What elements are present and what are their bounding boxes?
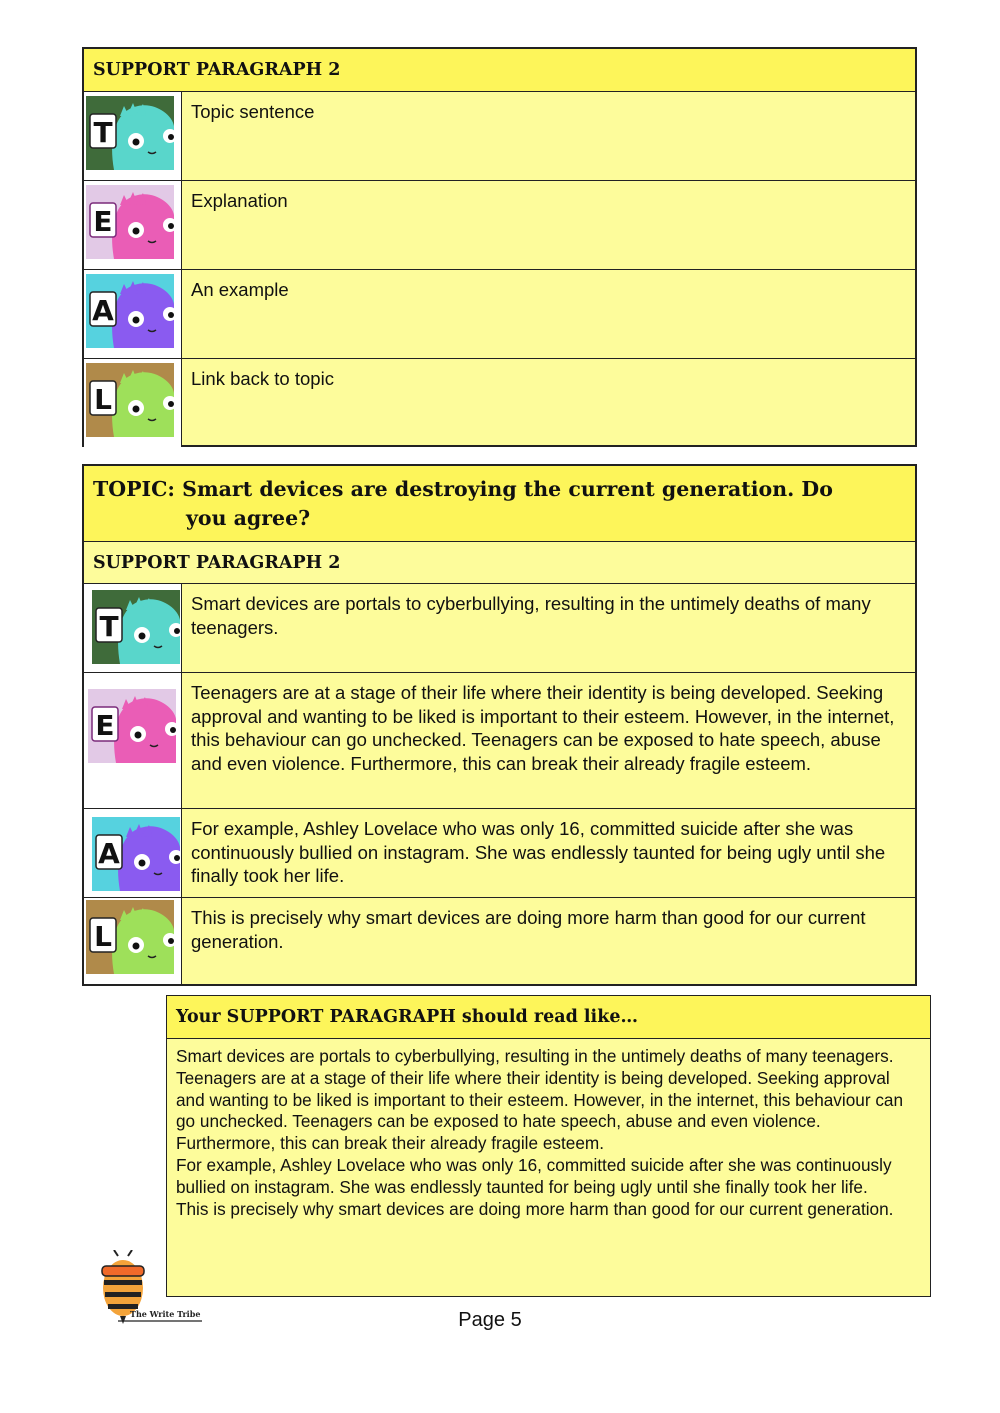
model-line: This is precisely why smart devices are doing more harm than good for our current generation. <box>176 1198 894 1219</box>
row-text: Link back to topic <box>191 368 334 389</box>
row-text: This is precisely why smart devices are doing more harm than good for our current generation. <box>191 907 866 952</box>
icon-cell <box>84 898 182 984</box>
table-header <box>84 542 915 584</box>
model-header <box>167 996 930 1039</box>
svg-text:A: A <box>92 294 114 327</box>
icon-cell <box>84 92 182 180</box>
row-text: Teenagers are at a stage of their life where their identity is being developed. Seeking approval and wanting to be liked is important to their esteem. However, in the internet, this behaviour can go unchecked. Teenagers can be exposed to hate speech, abuse and even violence. Furthermore, this can break their already fragile esteem. <box>191 682 895 774</box>
pink-monster-icon <box>88 689 176 763</box>
row-text: Explanation <box>191 190 288 211</box>
topic-header <box>84 466 915 542</box>
row-text: Smart devices are portals to cyberbullying, resulting in the untimely deaths of many teenagers. <box>191 593 871 638</box>
row-text: An example <box>191 279 289 300</box>
svg-text:L: L <box>94 920 112 953</box>
header-label: SUPPORT PARAGRAPH 2 <box>93 553 341 573</box>
teal-row-topic <box>84 92 915 181</box>
topic-line-2: you agree? <box>186 506 311 530</box>
row-text: Topic sentence <box>191 101 315 122</box>
page-number: Page 5 <box>458 1309 522 1331</box>
icon-cell <box>84 673 182 808</box>
table-header <box>84 49 915 92</box>
green-monster-icon <box>86 363 174 437</box>
icon-cell <box>84 359 182 447</box>
green-monster-icon <box>86 900 174 974</box>
example-row-link <box>84 898 915 984</box>
model-paragraph <box>167 1039 930 1220</box>
icon-cell <box>84 584 182 672</box>
svg-text:E: E <box>95 709 115 742</box>
model-line: Teenagers are at a stage of their life where their identity is being developed. Seeking approval and wanting to be liked is important to their esteem. However, in the internet, this behaviour can go unchecked. Teenagers can be exposed to hate speech, abuse and even violence. Furthermore, this can break their already fragile esteem. <box>176 1067 904 1154</box>
row-text: For example, Ashley Lovelace who was only 16, committed suicide after she was continuously bullied on instagram. She was endlessly taunted for being ugly until she finally took her life. <box>191 818 886 886</box>
teal-row-link <box>84 359 915 447</box>
svg-text:L: L <box>94 383 112 416</box>
example-table <box>82 464 917 986</box>
pink-monster-icon <box>86 185 174 259</box>
example-row-example <box>84 809 915 898</box>
model-paragraph-box <box>166 995 931 1297</box>
example-row-explanation <box>84 673 915 809</box>
icon-cell <box>84 181 182 269</box>
logo-text: The Write Tribe <box>130 1309 201 1319</box>
icon-cell <box>84 809 182 897</box>
teal-row-explanation <box>84 181 915 270</box>
svg-text:E: E <box>93 205 113 238</box>
svg-text:T: T <box>99 610 119 643</box>
teal-template-table <box>82 47 917 447</box>
purple-monster-icon <box>86 274 174 348</box>
purple-monster-icon <box>92 817 180 891</box>
teal-row-example <box>84 270 915 359</box>
teal-monster-icon <box>92 590 180 664</box>
header-label: SUPPORT PARAGRAPH 2 <box>93 60 341 80</box>
model-line: For example, Ashley Lovelace who was only 16, committed suicide after she was continuously bullied on instagram. She was endlessly taunted for being ugly until she finally took her life. <box>176 1154 892 1197</box>
topic-line-1: TOPIC: Smart devices are destroying the current generation. Do <box>93 477 833 501</box>
example-row-topic <box>84 584 915 673</box>
svg-text:A: A <box>98 837 120 870</box>
header-label: Your SUPPORT PARAGRAPH should read like… <box>176 1007 638 1027</box>
icon-cell <box>84 270 182 358</box>
teal-monster-icon <box>86 96 174 170</box>
svg-text:T: T <box>93 116 113 149</box>
model-line: Smart devices are portals to cyberbullying, resulting in the untimely deaths of many teenagers. <box>176 1046 894 1066</box>
